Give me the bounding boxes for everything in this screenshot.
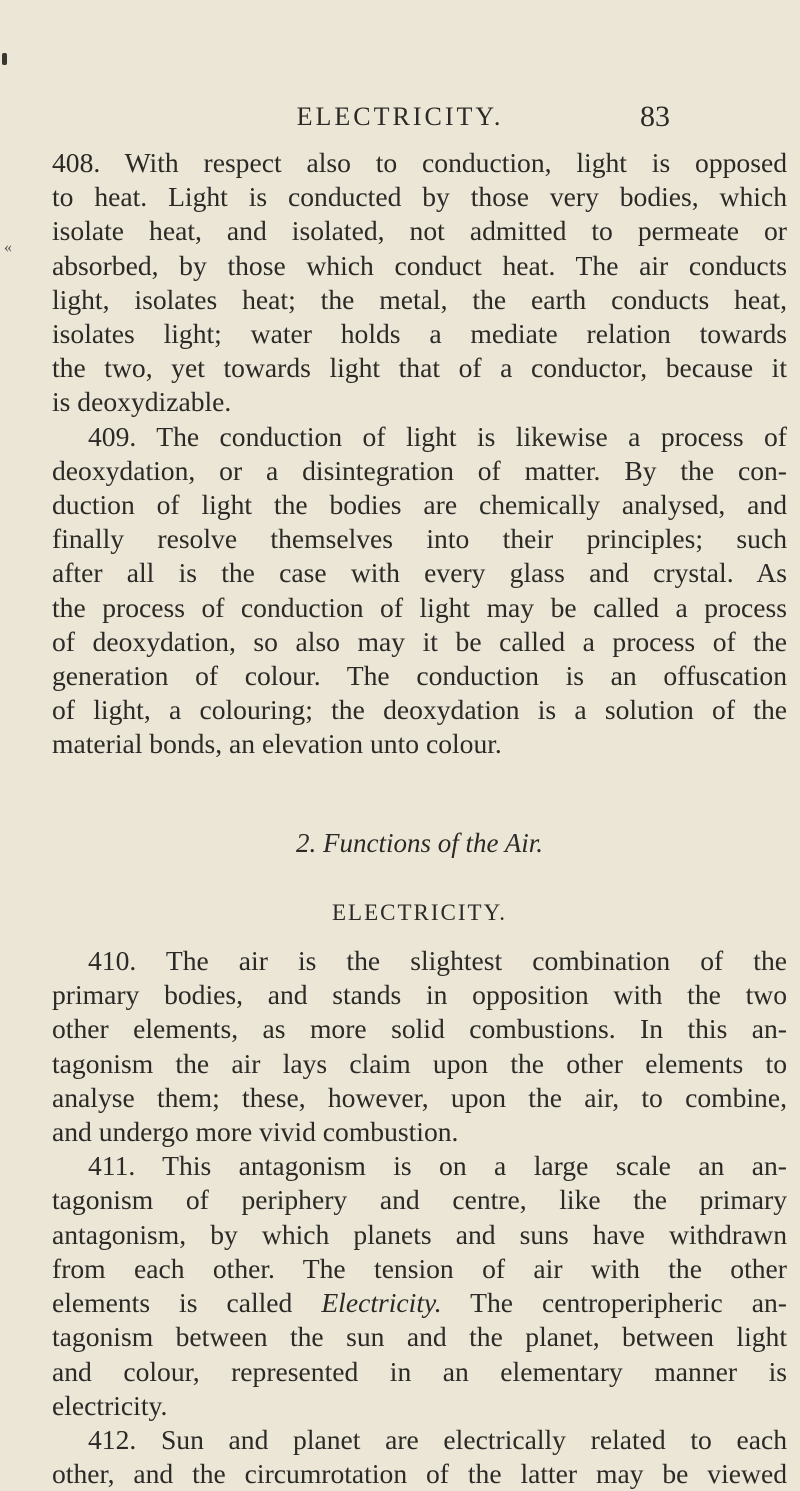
text-line: deoxydation, or a disintegration of matter. By the con- <box>52 454 787 486</box>
text-line: 409. The conduction of light is likewise a process of <box>88 420 787 452</box>
text-line: 408. With respect also to conduction, light is opposed <box>52 147 787 178</box>
subsection-title: ELECTRICITY. <box>332 899 507 925</box>
text-line: tagonism of periphery and centre, like the primary <box>52 1184 787 1216</box>
paragraph-409 <box>52 420 787 762</box>
margin-mark: « <box>4 239 12 256</box>
text-line: primary bodies, and stands in opposition with the two <box>52 979 787 1011</box>
text-line: material bonds, an elevation unto colour. <box>52 728 502 760</box>
paragraph-411 <box>52 1149 787 1423</box>
text-line: isolate heat, and isolated, not admitted to permeate or <box>52 215 787 247</box>
text-line: the two, yet towards light that of a conductor, because it <box>52 352 787 384</box>
text-line: 412. Sun and planet are electrically related to each <box>88 1423 787 1455</box>
text-line: to heat. Light is conducted by those very bodies, which <box>52 181 787 213</box>
italic-term: Electricity. <box>321 1287 442 1319</box>
text-line: finally resolve themselves into their principles; such <box>52 523 787 555</box>
section-title: 2. Functions of the Air. <box>296 827 543 858</box>
text-line: other, and the circumrotation of the latter may be viewed <box>52 1458 787 1490</box>
running-title: ELECTRICITY. <box>296 102 504 131</box>
page-header <box>0 100 800 140</box>
text-line: 410. The air is the slightest combination of the <box>88 945 787 977</box>
text-line: of light, a colouring; the deoxydation is a solution of the <box>52 694 787 726</box>
text-line: light, isolates heat; the metal, the earth conducts heat, <box>52 283 787 315</box>
text-line: isolates light; water holds a mediate relation towards <box>52 318 787 350</box>
paragraph-410 <box>52 944 787 1149</box>
paragraph-412 <box>52 1423 787 1491</box>
text-line: absorbed, by those which conduct heat. The air conducts <box>52 249 787 281</box>
paragraph-408 <box>52 146 787 420</box>
text-line: after all is the case with every glass and crystal. As <box>52 557 787 589</box>
text-line: 411. This antagonism is on a large scale an an- <box>88 1150 787 1182</box>
text-line: other elements, as more solid combustions. In this an- <box>52 1013 787 1045</box>
text-line: of deoxydation, so also may it be called a process of the <box>52 625 787 657</box>
text-line: is deoxydizable. <box>52 386 232 418</box>
text-line: tagonism the air lays claim upon the other elements to <box>52 1047 787 1079</box>
text-line: and undergo more vivid combustion. <box>52 1116 459 1148</box>
text-line: tagonism between the sun and the planet, between light <box>52 1321 787 1353</box>
text-line: generation of colour. The conduction is an offuscation <box>52 660 787 692</box>
text-line: electricity. <box>52 1389 168 1421</box>
text-line: duction of light the bodies are chemically analysed, and <box>52 489 787 521</box>
text-line: antagonism, by which planets and suns have withdrawn <box>52 1218 787 1250</box>
text-fragment: The centroperipheric an- <box>441 1287 787 1319</box>
text-line: analyse them; these, however, upon the air, to combine, <box>52 1081 787 1113</box>
text-line: from each other. The tension of air with the other <box>52 1252 787 1284</box>
ink-spot <box>2 53 7 65</box>
text-line-with-italic <box>52 1286 787 1320</box>
page-number: 83 <box>640 100 670 133</box>
body-text <box>52 146 787 1491</box>
text-fragment: elements is called <box>52 1287 322 1319</box>
text-line: and colour, represented in an elementary manner is <box>52 1355 787 1387</box>
text-line: the process of conduction of light may be called a process <box>52 591 787 623</box>
